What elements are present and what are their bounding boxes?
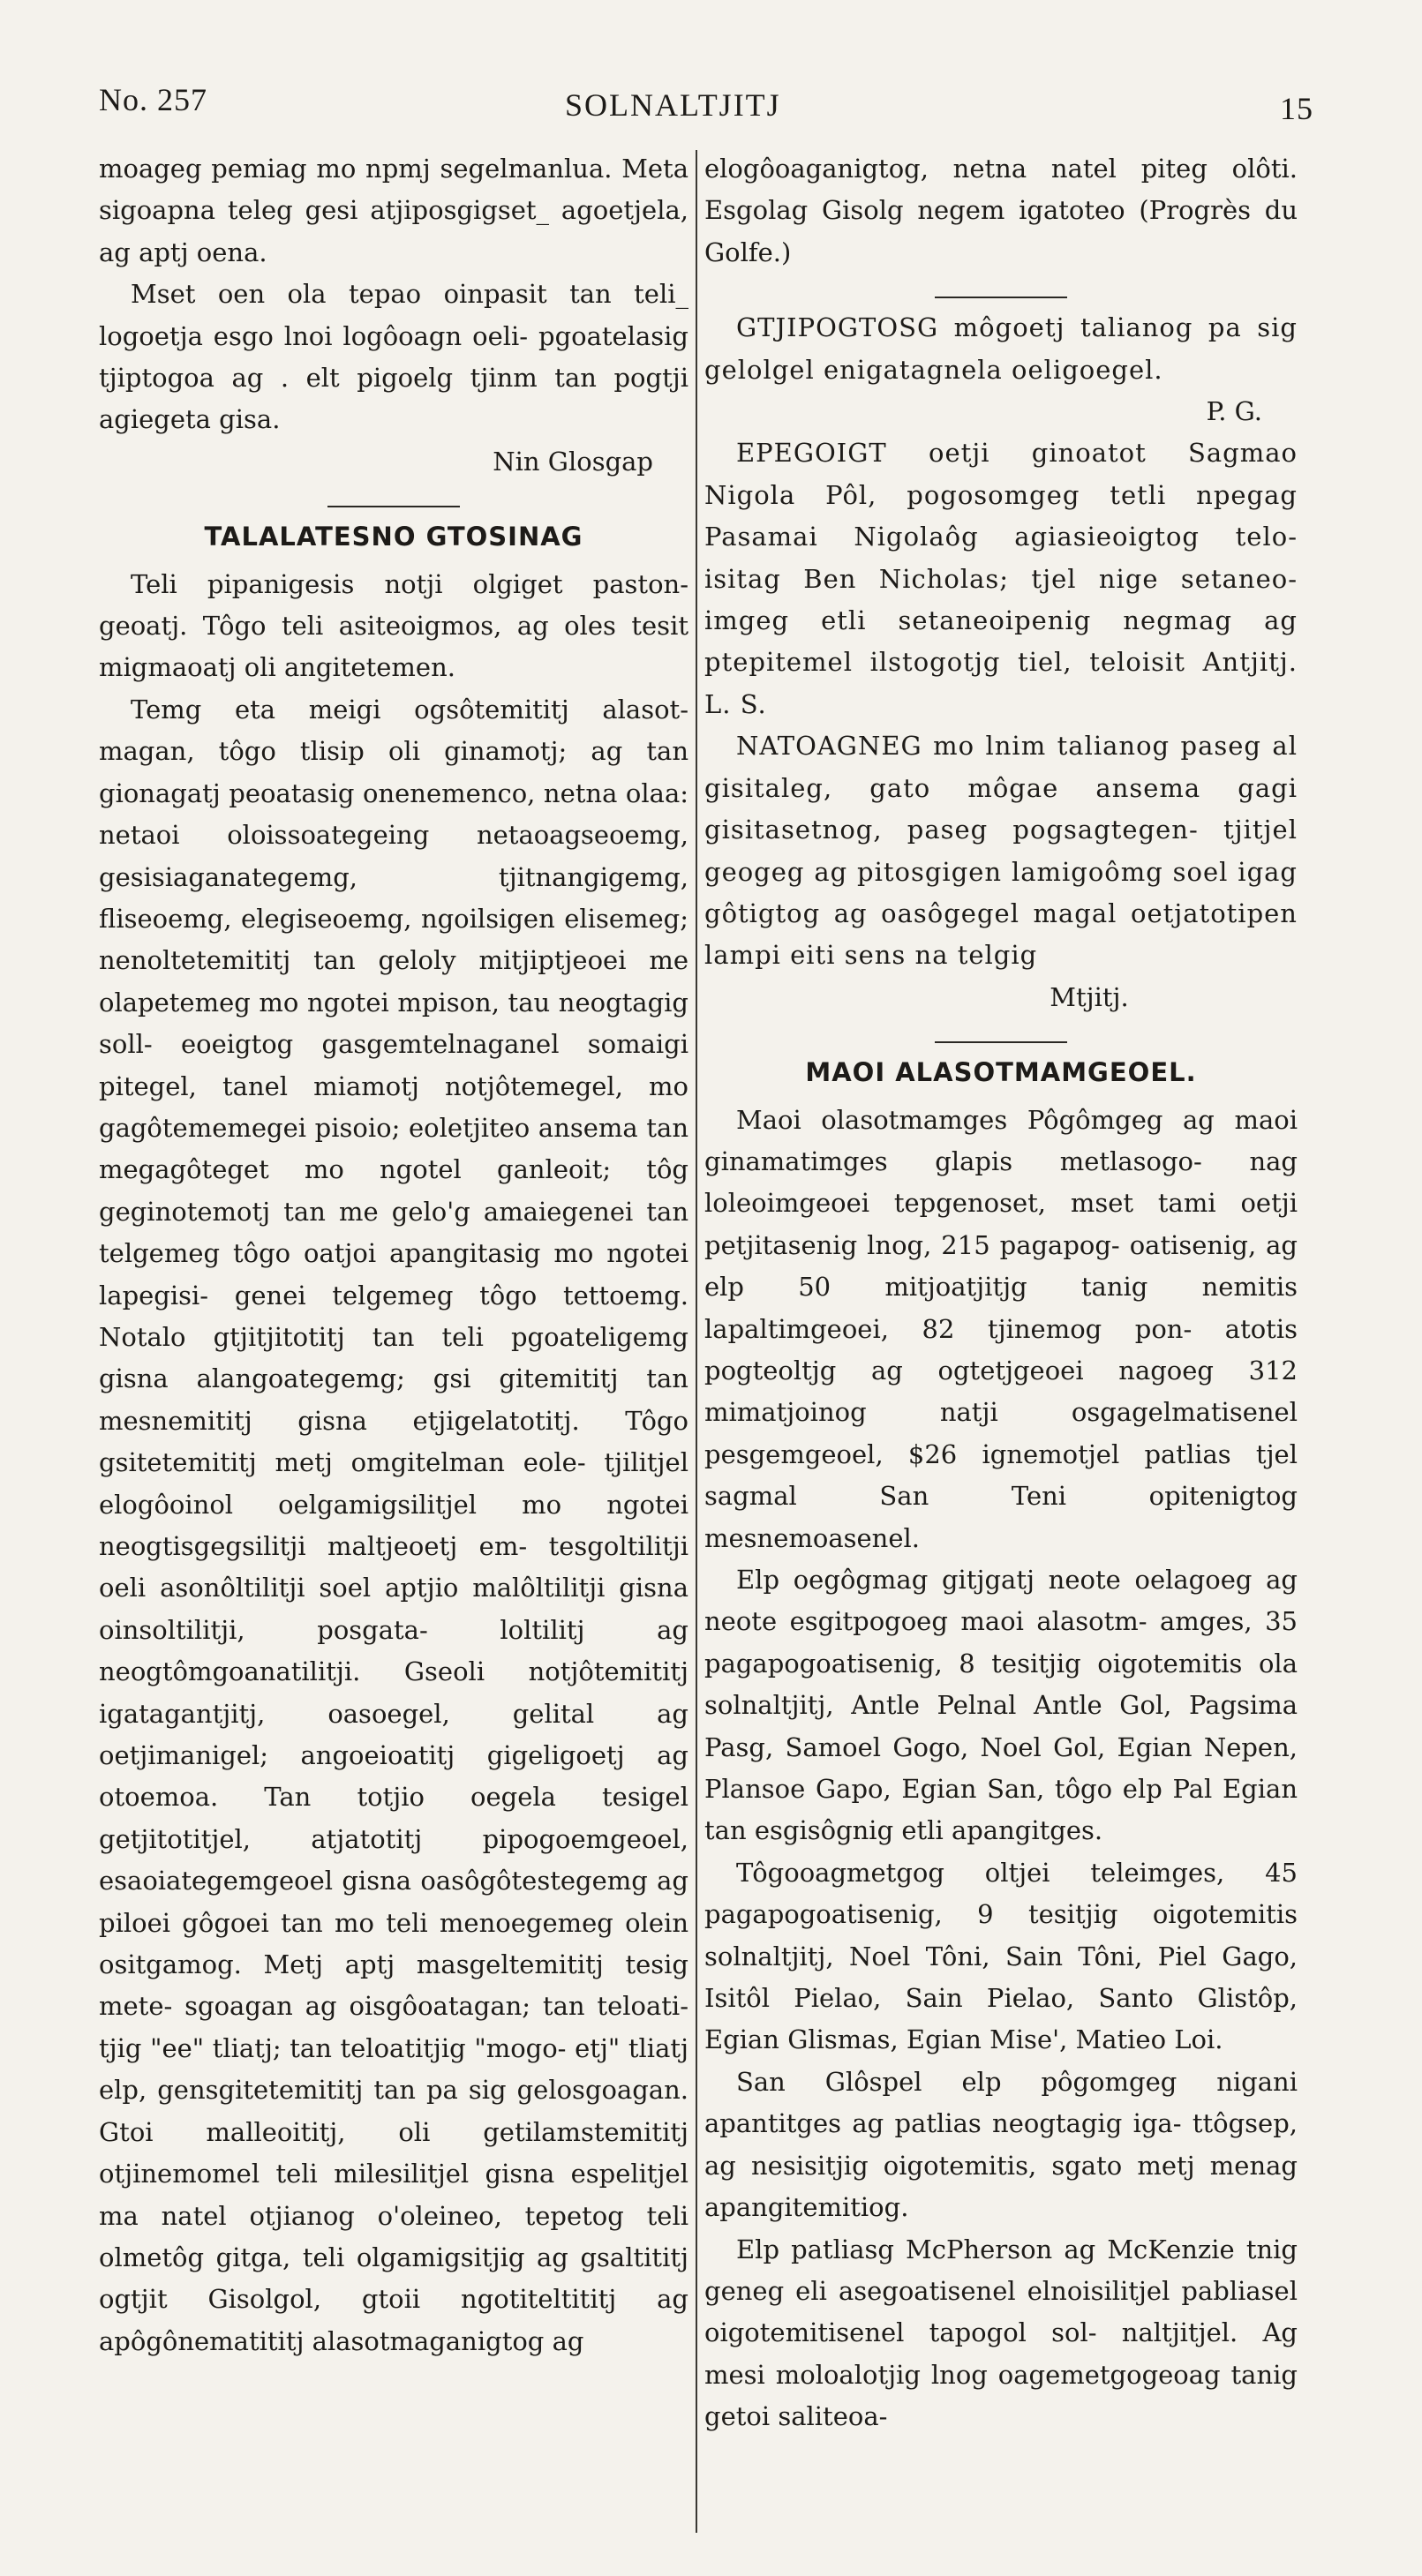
section-rule — [935, 1041, 1067, 1043]
paragraph: GTJIPOGTOSG môgoetj talianog pa sig gelolgel enigatagnela oeligoegel. — [704, 312, 1298, 385]
signature: P. G. — [1206, 396, 1262, 427]
paragraph: moageg pemiag mo npmj segelmanlua. Meta sigoapna teleg gesi atjiposgigset_ agoetjela, ag aptj oena. — [99, 154, 688, 267]
signature: Nin Glosgap — [493, 446, 653, 477]
paragraph: EPEGOIGT oetji ginoatot Sagmao Nigola Pôl, pogosomgeg tetli npegag Pasamai Nigolaôg agiasieoigtog telo- isitag Ben Nicholas; tjel nige setaneo- imgeg etli setaneoipenig negmag ag ptepitemel ilstogotjg tiel, teloisit Antjitj. L. S. — [704, 438, 1298, 719]
paragraph: Maoi olasotmamges Pôgômgeg ag maoi ginamatimges glapis metlasogo- nag loleoimgeoei tepgenoset, mset tami oetji petjitasenig lnog, 215 pagapog- oatisenig, ag elp 50 mitjoatjitjg tanig nemitis lapaltimgeoei, 82 tjinemog pon- atotis pogteoltjg ag ogtetjgeoei nagoeg 312 mimatjoinog natji osgagelmatisenel pesgemgeoel, $26 ignemotjel patlias tjel sagmal San Teni opitenigtog mesnemoasenel. — [704, 1104, 1298, 1553]
paragraph: Teli pipanigesis notji olgiget paston- geoatj. Tôgo teli asiteoigmos, ag oles tesit migmaoatj oli angitetemen. — [99, 568, 688, 683]
column-divider — [696, 150, 697, 2533]
paragraph: Elp oegôgmag gitjgatj neote oelagoeg ag neote esgitpogoeg maoi alasotm- amges, 35 pagapogoatisenig, 8 tesitjig oigotemitis ola solnaltjitj, Antle Pelnal Antle Gol, Pagsima Pasg, Samoel Gogo, Noel Gol, Egian Nepen, Plansoe Gapo, Egian San, tôgo elp Pal Egian tan esgisôgnig etli apangitges. — [704, 1565, 1298, 1846]
issue-number: No. 257 — [99, 82, 207, 117]
paragraph: Elp patliasg McPherson ag McKenzie tnig geneg eli asegoatisenel elnoisilitjel pabliasel oigotemitisenel tapogol sol- naltjitjel. Ag mesi moloalotjig lnog oagemetgogeoag tanig getoi saliteoa- — [704, 2234, 1298, 2432]
section-heading: MAOI ALASOTMAMGEOEL. — [805, 1057, 1197, 1088]
left-column — [99, 148, 688, 2549]
paragraph: Mset oen ola tepao oinpasit tan teli_ logoetja esgo lnoi logôoagn oeli- pgoatelasig tjiptogoa ag . elt pigoelg tjinm tan pogtji agiegeta gisa. — [99, 279, 688, 435]
page-header — [0, 81, 1422, 134]
signature: Mtjitj. — [1050, 981, 1129, 1012]
paragraph: San Glôspel elp pôgomgeg nigani apantitges ag patlias neogtagig iga- ttôgsep, ag nesisitjig oigotemitis, sgato metj menag apangitemitiog. — [704, 2066, 1298, 2223]
paragraph: Temg eta meigi ogsôtemititj alasot- magan, tôgo tlisip oli ginamotj; ag tan gionagatj peoatasig onenemenco, netna olaa: netaoi oloissoategeing netaoagseoemg, gesisiaganategemg, tjitnangigemg, fliseoemg, elegiseoemg, ngoilsigen elisemeg; nenoltetemititj tan geloly mitjiptjeoei me olapetemeg mo ngotei mpison, tau neogtagig soll- eoeigtog gasgemtelnaganel somaigi pitegel, tanel miamotj notjôtemegel, mo gagôtememegei pisoio; eoletjiteo ansema tan megagôteget mo ngotel ganleoit; tôg geginotemotj tan me gelo'g amaiegenei tan telgemeg tôgo oatjoi apangitasig mo ngotei lapegisi- genei telgemeg tôgo tettoemg. Notalo gtjitjitotitj tan teli pgoateligemg gisna alangoategemg; gsi gitemititj tan mesnemititj gisna etjigelatotitj. Tôgo gsitetemititj metj omgitelman eole- tjilitjel elogôoinol oelgamigsilitjel mo ngotei neogtisgegsilitji maltjeoetj em- tesgoltilitji oeli asonôltilitji soel aptjio malôltilitji gisna oinsoltilitji, posgata- loltilitj ag neogtômgoanatilitji. Gseoli notjôtemititj igatagantjitj, oasoegel, gelital ag oetjimanigel; angoeioatitj gigeligoetj ag otoemoa. Tan totjio oegela tesigel getjitotitjel, atjatotitj pipogoemgeoel, esaoiategemgeoel gisna oasôgôtestegemg ag piloei gôgoei tan mo teli menoegemeg olein ositgamog. Metj aptj masgeltemititj tesig mete- sgoagan ag oisgôoatagan; tan teloati- tjig "ee" tliatj; tan teloatitjig "mogo- etj" tliatj elp, gensgitetemititj tan pa sig gelosgoagan. Gtoi malleoititj, oli getilamstemititj otjinemomel teli milesilitjel gisna espelitjel ma natel otjianog o'oleineo, tepetog teli olmetôg gitga, teli olgamigsitjig ag gsaltititj ogtjit Gisolgol, gtoii ngotiteltititj ag apôgônematititj alasotmaganigtog ag — [99, 694, 688, 2356]
right-column — [704, 148, 1298, 2549]
paragraph: NATOAGNEG mo lnim talianog paseg al gisitaleg, gato môgae ansema gagi gisitasetnog, paseg pogsagtegen- tjitjel geogeg ag pitosgigen lamigoômg soel igag gôtigtog ag oasôgegel magal oetjatotipen lampi eiti sens na telgig — [704, 731, 1298, 971]
paragraph: Tôgooagmetgog oltjei teleimges, 45 pagapogoatisenig, 9 tesitjig oigotemitis solnaltjitj, Noel Tôni, Sain Tôni, Piel Gago, Isitôl Pielao, Sain Pielao, Santo Glistôp, Egian Glismas, Egian Mise', Matieo Loi. — [704, 1857, 1298, 2055]
paragraph: elogôoaganigtog, netna natel piteg olôti. Esgolag Gisolg negem igatoteo (Progrès du Golfe.) — [704, 154, 1298, 267]
section-rule — [327, 506, 460, 507]
section-heading: TALALATESNO GTOSINAG — [204, 522, 583, 552]
newspaper-title: SOLNALTJITJ — [565, 87, 781, 123]
page-number: 15 — [1280, 91, 1313, 126]
section-rule — [935, 297, 1067, 298]
